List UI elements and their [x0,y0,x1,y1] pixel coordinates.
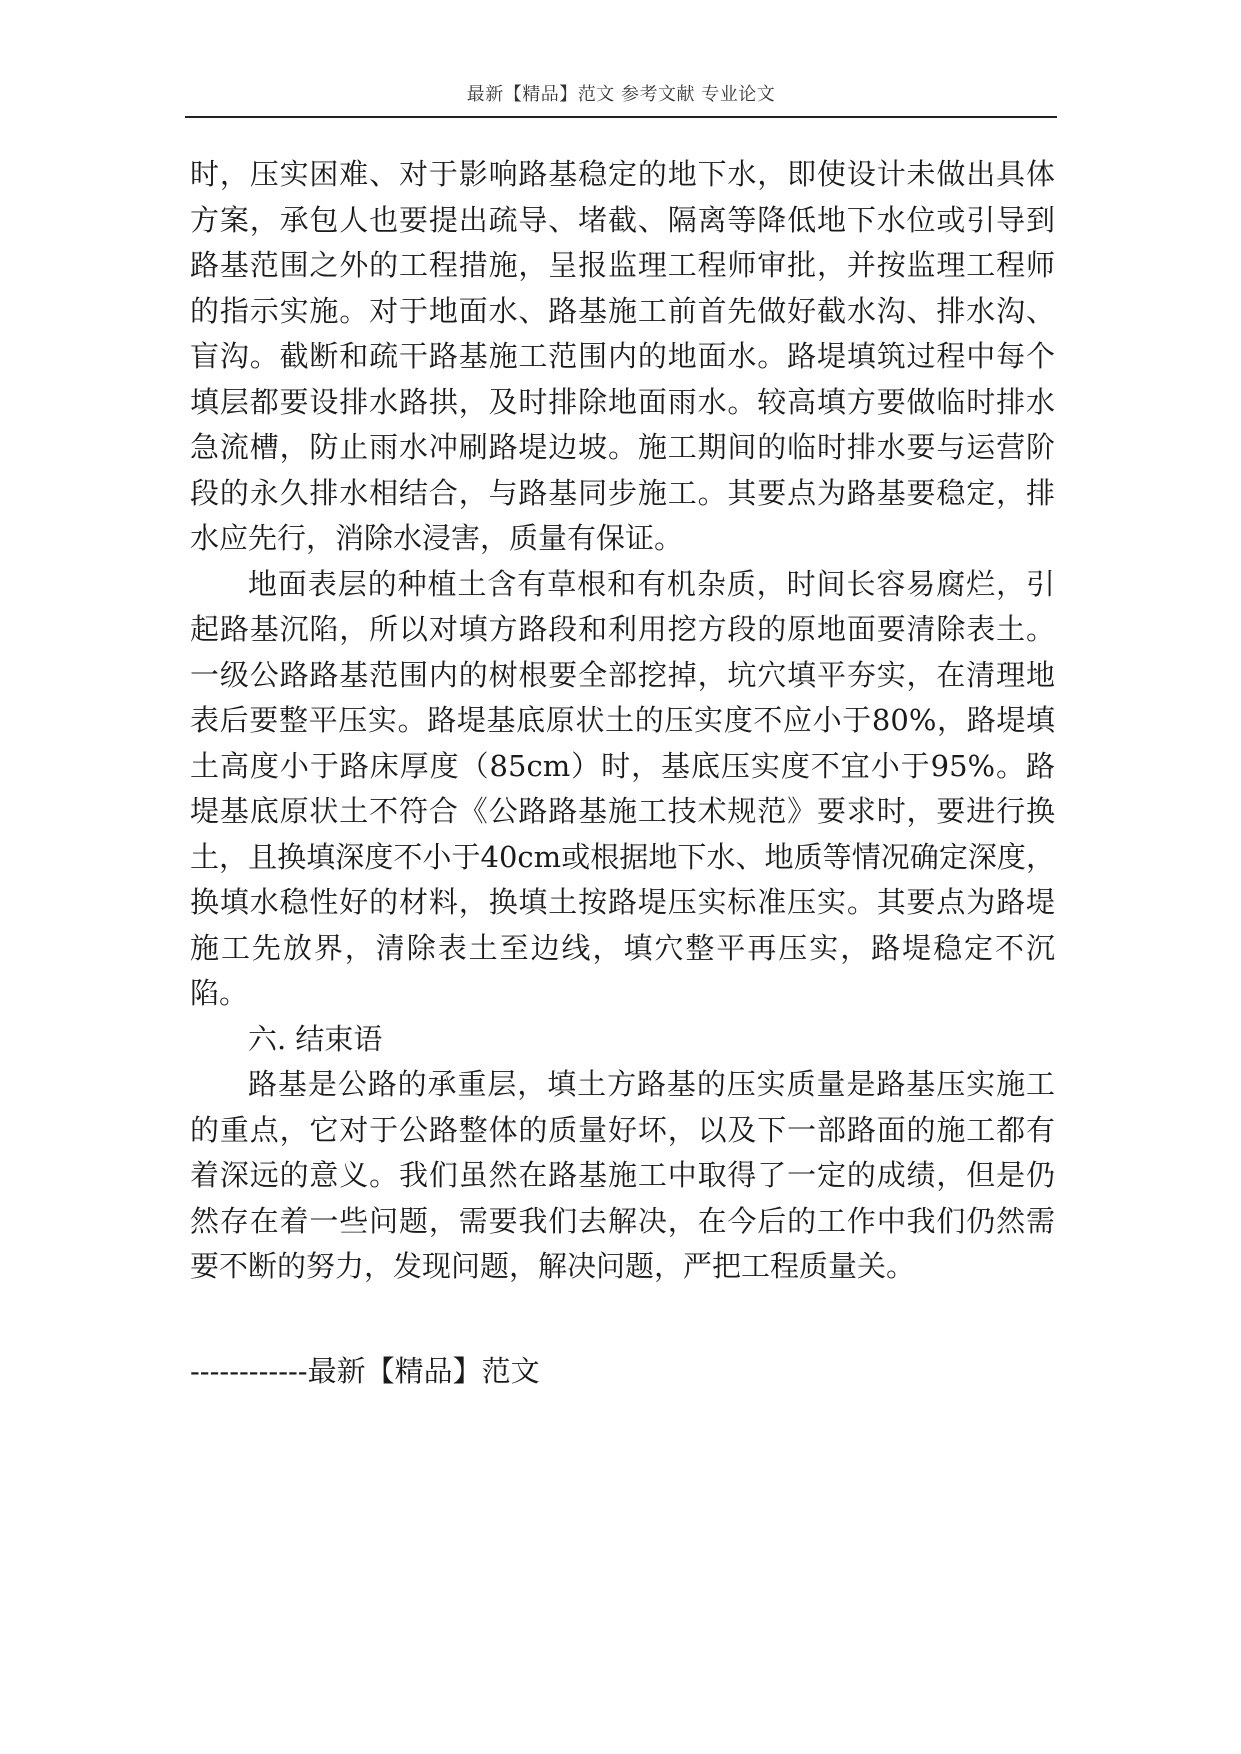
footer-text: ------------最新【精品】范文 [190,1354,540,1388]
paragraph-drainage: 时，压实困难、对于影响路基稳定的地下水，即使设计未做出具体方案，承包人也要提出疏导、堵截、隔离等降低地下水位或引导到路基范围之外的工程措施，呈报监理工程师审批，并按监理工程师的指示实施。对于地面水、路基施工前首先做好截水沟、排水沟、盲沟。截断和疏干路基施工范围内的地面水。路堤填筑过程中每个填层都要设排水路拱，及时排除地面雨水。较高填方要做临时排水急流槽，防止雨水冲刷路堤边坡。施工期间的临时排水要与运营阶段的永久排水相结合，与路基同步施工。其要点为路基要稳定，排水应先行，消除水浸害，质量有保证。 [190,157,1055,555]
page-header [185,84,1057,118]
document-body [190,152,1055,1290]
section-heading: 六. 结束语 [248,1021,383,1056]
paragraph-conclusion: 路基是公路的承重层，填土方路基的压实质量是路基压实施工的重点，它对于公路整体的质量好坏，以及下一部路面的施工都有着深远的意义。我们虽然在路基施工中取得了一定的成绩，但是仍然存在着一些问题，需要我们去解决，在今后的工作中我们仍然需要不断的努力，发现问题，解决问题，严把工程质量关。 [190,1067,1055,1283]
header-text: 最新【精品】范文 参考文献 专业论文 [466,84,776,105]
paragraph-topsoil: 地面表层的种植土含有草根和有机杂质，时间长容易腐烂，引起路基沉陷，所以对填方路段和利用挖方段的原地面要清除表土。一级公路路基范围内的树根要全部挖掉，坑穴填平夯实，在清理地表后要整平压实。路堤基底原状土的压实度不应小于80%，路堤填土高度小于路床厚度（85cm）时，基底压实度不宜小于95%。路堤基底原状土不符合《公路路基施工技术规范》要求时，要进行换土，且换填深度不小于40cm或根据地下水、地质等情况确定深度，换填水稳性好的材料，换填土按路堤压实标准压实。其要点为路堤施工先放界，清除表土至边线，填穴整平再压实，路堤稳定不沉陷。 [190,566,1055,1010]
